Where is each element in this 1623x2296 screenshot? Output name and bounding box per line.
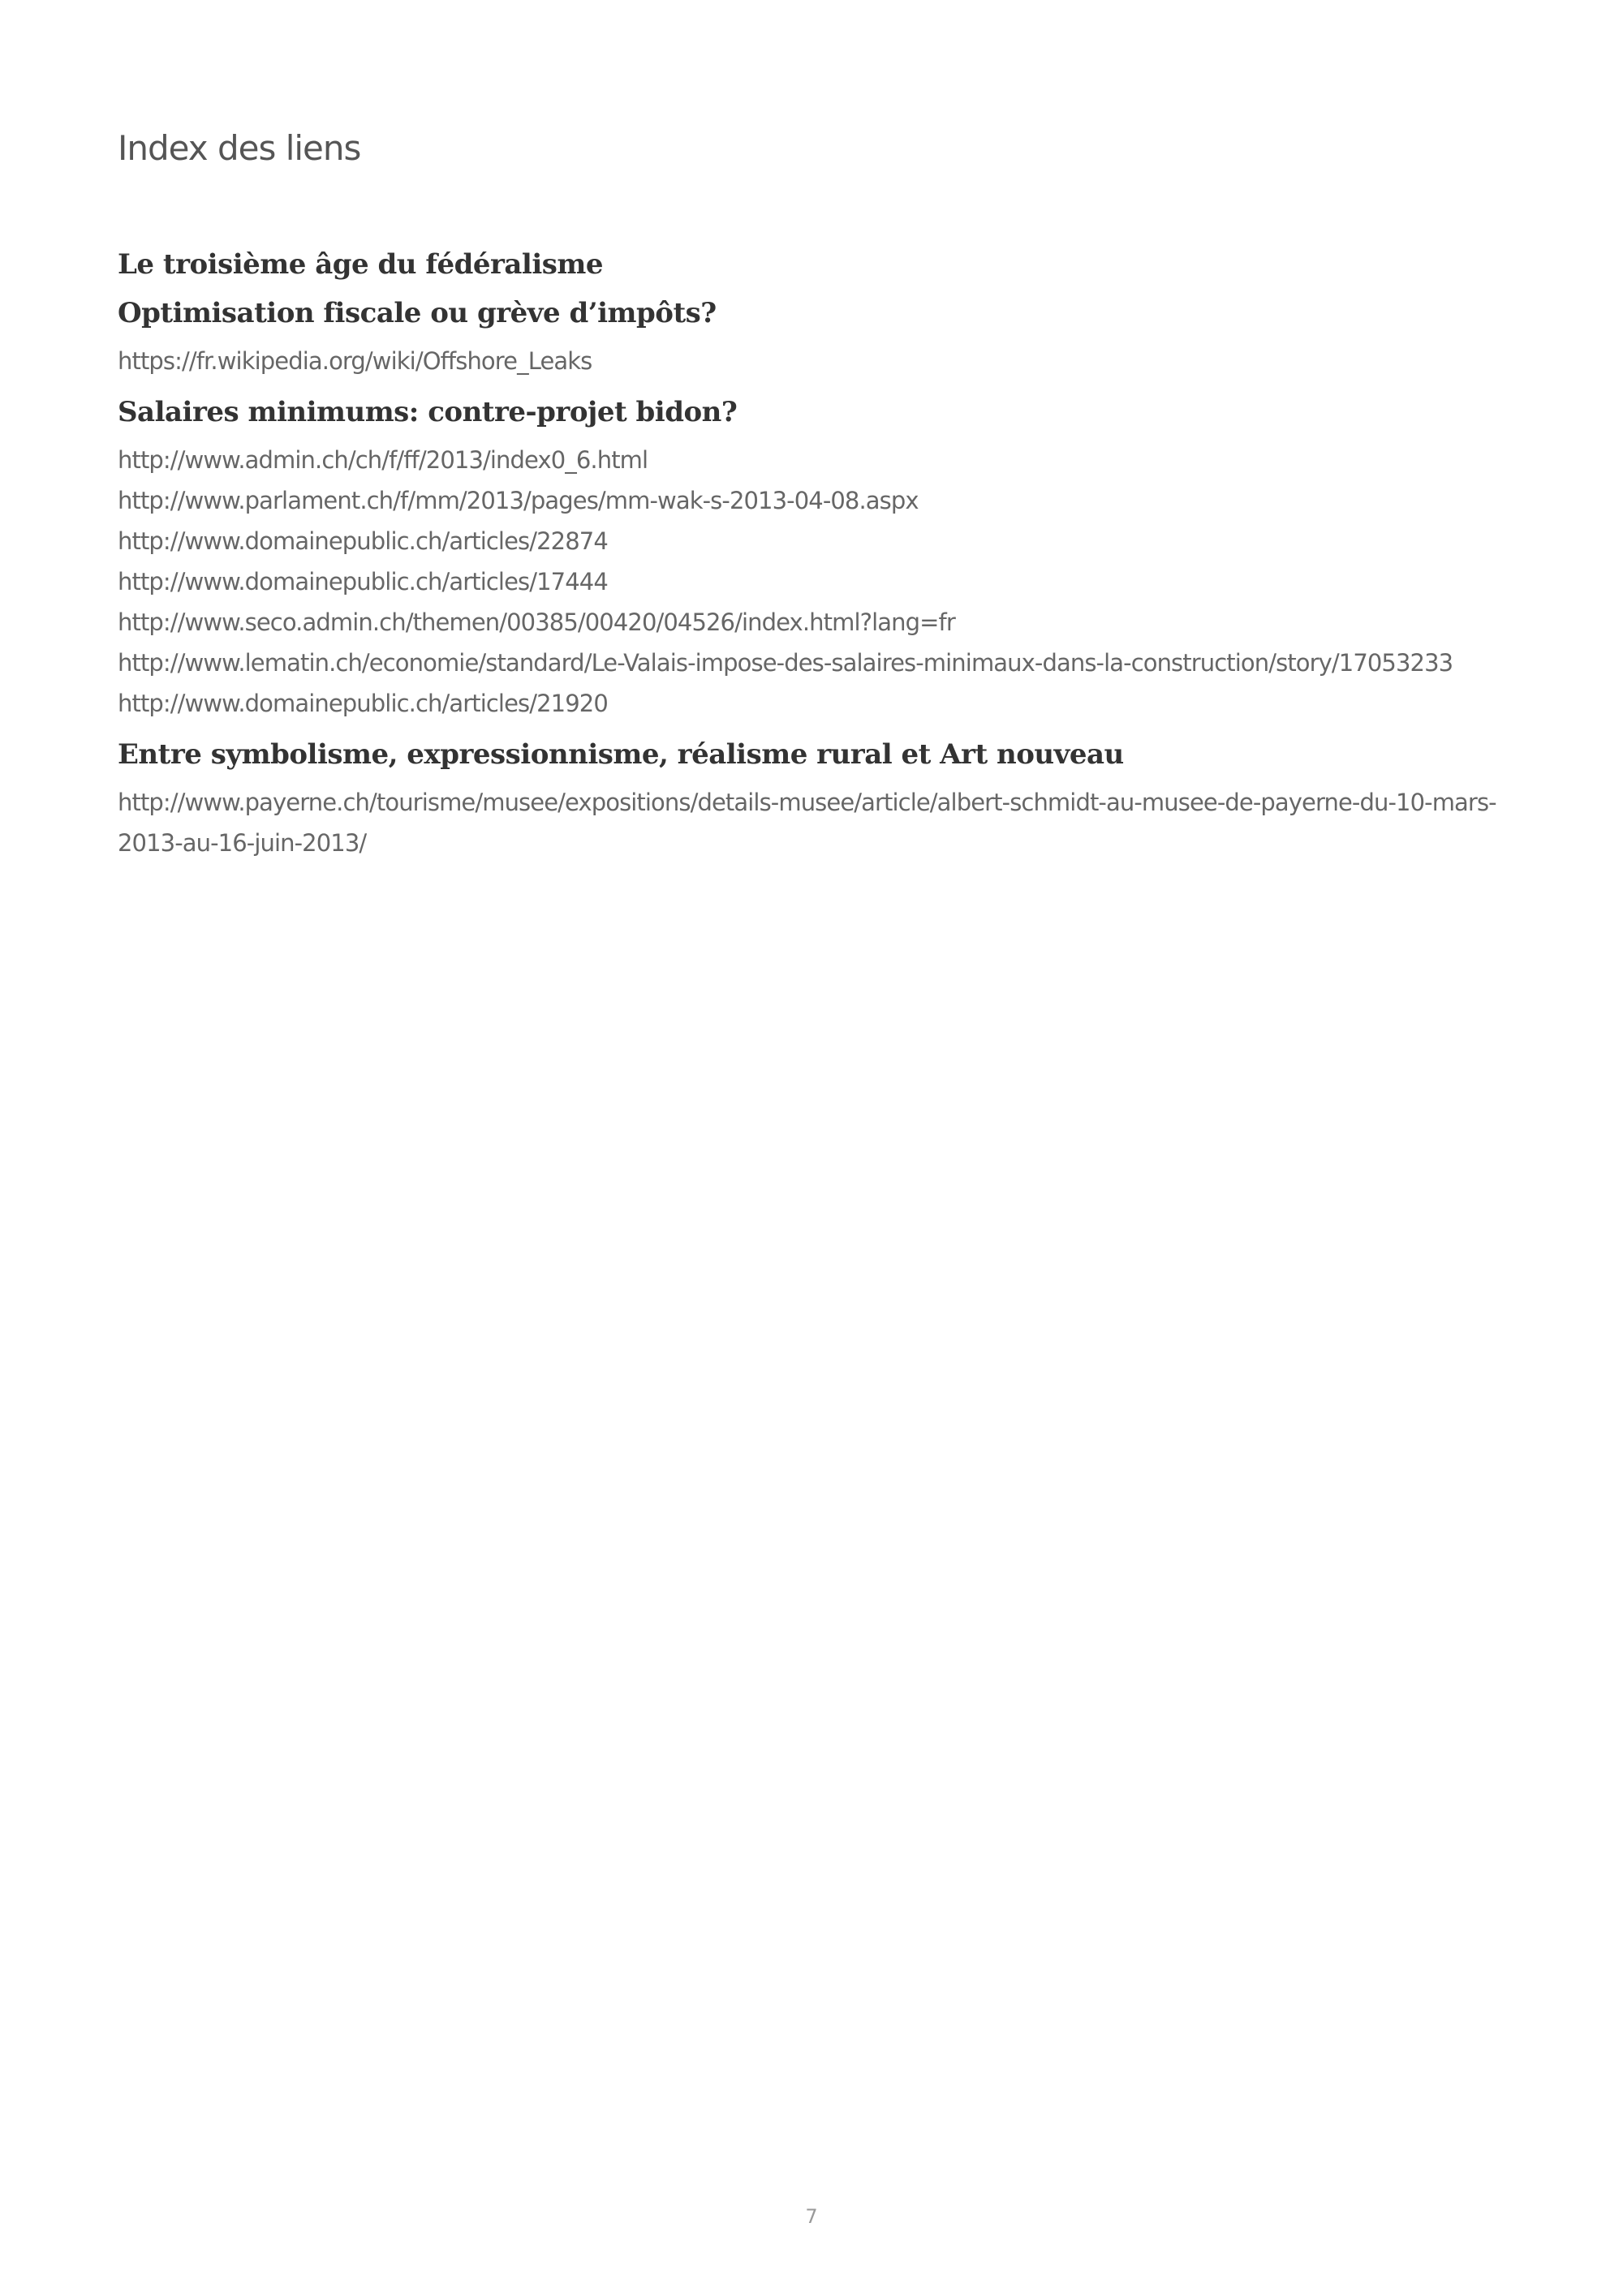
link-list <box>118 782 1509 863</box>
reference-link[interactable]: http://www.domainepublic.ch/articles/17444 <box>118 568 608 595</box>
reference-link[interactable]: http://www.admin.ch/ch/f/ff/2013/index0_6.html <box>118 446 648 474</box>
page-title: Index des liens <box>118 128 361 168</box>
index-section <box>118 247 1509 282</box>
index-section <box>118 394 1509 724</box>
reference-link[interactable]: http://www.parlament.ch/f/mm/2013/pages/mm-wak-s-2013-04-08.aspx <box>118 487 919 514</box>
reference-link[interactable]: https://fr.wikipedia.org/wiki/Offshore_Leaks <box>118 347 592 375</box>
reference-link[interactable]: http://www.domainepublic.ch/articles/21920 <box>118 690 608 717</box>
index-section <box>118 737 1509 863</box>
section-title: Optimisation fiscale ou grève d’impôts? <box>118 297 717 329</box>
link-list <box>118 341 1509 381</box>
page-number: 7 <box>805 2205 818 2228</box>
link-list <box>118 440 1509 724</box>
reference-link[interactable]: http://www.lematin.ch/economie/standard/Le-Valais-impose-des-salaires-minimaux-dans-la-construction/story/17053233 <box>118 649 1453 677</box>
section-title: Entre symbolisme, expressionnisme, réalisme rural et Art nouveau <box>118 738 1124 771</box>
link-index <box>118 247 1509 876</box>
section-title: Le troisième âge du fédéralisme <box>118 248 604 281</box>
reference-link[interactable]: http://www.payerne.ch/tourisme/musee/expositions/details-musee/article/albert-schmidt-au-musee-de-payerne-du-10-mars-2013-au-16-juin-2013/ <box>118 789 1496 857</box>
section-title: Salaires minimums: contre-projet bidon? <box>118 396 738 428</box>
reference-link[interactable]: http://www.seco.admin.ch/themen/00385/00420/04526/index.html?lang=fr <box>118 608 955 636</box>
index-section <box>118 295 1509 381</box>
reference-link[interactable]: http://www.domainepublic.ch/articles/22874 <box>118 527 608 555</box>
